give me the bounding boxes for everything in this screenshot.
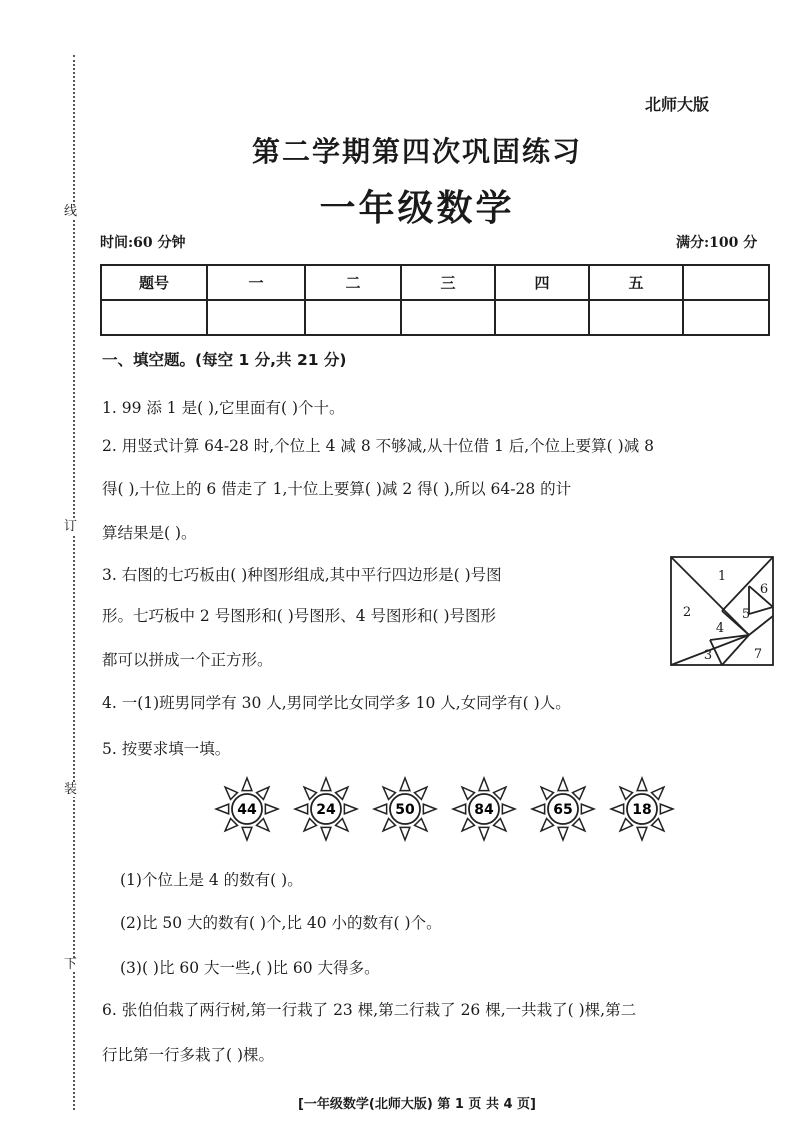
subject-title: 一年级数学: [319, 188, 515, 229]
sun-number: 84: [474, 802, 494, 818]
question-5: 5. 按要求填一填。: [102, 740, 231, 758]
sun-ray: [304, 787, 316, 799]
binding-char-bind: 装: [64, 782, 78, 797]
edition-label: 北师大版: [645, 95, 710, 114]
sun-ray: [400, 827, 410, 840]
sun-ray: [558, 827, 568, 840]
exam-title: 第二学期第四次巩固练习: [251, 135, 582, 168]
question-6-line-2: 行比第一行多栽了( )棵。: [102, 1046, 275, 1064]
score-value-cell[interactable]: [683, 300, 769, 335]
tangram-label: 5: [741, 607, 751, 622]
question-2-line-3: 算结果是( )。: [102, 524, 197, 542]
score-header-cell: 三: [401, 265, 495, 300]
sun-ray: [558, 778, 568, 791]
sun-ray: [541, 819, 553, 831]
page-footer: [一年级数学(北师大版) 第 1 页 共 4 页]: [297, 1097, 536, 1112]
sun-ray: [383, 787, 395, 799]
question-5-part-1: (1)个位上是 4 的数有( )。: [120, 871, 303, 889]
question-2-line-1: 2. 用竖式计算 64-28 时,个位上 4 减 8 不够减,从十位借 1 后,个位上要算( )减 8: [102, 437, 654, 455]
sun-ray: [462, 787, 474, 799]
sun-ray: [336, 819, 348, 831]
sun-ray: [637, 778, 647, 791]
tangram-label: 2: [682, 605, 692, 620]
sun-ray: [453, 804, 466, 814]
score-header-cell: 一: [207, 265, 305, 300]
sun-card: [372, 776, 438, 842]
sun-ray: [295, 804, 308, 814]
sun-ray: [479, 778, 489, 791]
question-6-line-1: 6. 张伯伯栽了两行树,第一行栽了 23 棵,第二行栽了 26 棵,一共栽了( )棵,第二: [102, 1001, 637, 1019]
score-header-cell: 五: [589, 265, 683, 300]
binding-char-down: 下: [64, 957, 78, 972]
full-score: 满分:100 分: [676, 235, 758, 251]
sun-card: [293, 776, 359, 842]
score-table-value-row: [101, 300, 769, 335]
sun-ray: [532, 804, 545, 814]
question-3-line-3: 都可以拼成一个正方形。: [102, 651, 273, 669]
sun-ray: [541, 787, 553, 799]
sun-number: 44: [237, 802, 257, 818]
sun-ray: [225, 787, 237, 799]
sun-ray: [242, 778, 252, 791]
question-5-part-3: (3)( )比 60 大一些,( )比 60 大得多。: [120, 959, 380, 977]
sun-ray: [257, 819, 269, 831]
score-header-cell: 二: [305, 265, 401, 300]
sun-ray: [225, 819, 237, 831]
sun-ray: [611, 804, 624, 814]
tangram-label: 7: [753, 647, 763, 662]
sun-ray: [265, 804, 278, 814]
sun-ray: [494, 787, 506, 799]
binding-char-order: 订: [64, 519, 78, 534]
score-table: [100, 264, 770, 336]
sun-ray: [494, 819, 506, 831]
score-value-cell[interactable]: [589, 300, 683, 335]
tangram-label: 4: [715, 621, 725, 636]
sun-ray: [257, 787, 269, 799]
tangram-label: 1: [717, 569, 727, 584]
sun-ray: [336, 787, 348, 799]
sun-ray: [242, 827, 252, 840]
sun-ray: [620, 787, 632, 799]
tangram-figure: [670, 556, 774, 666]
score-value-cell[interactable]: [305, 300, 401, 335]
question-3-line-1: 3. 右图的七巧板由( )种图形组成,其中平行四边形是( )号图: [102, 566, 502, 584]
score-value-cell[interactable]: [101, 300, 207, 335]
question-4: 4. 一(1)班男同学有 30 人,男同学比女同学多 10 人,女同学有( )人。: [102, 694, 571, 712]
sun-ray: [660, 804, 673, 814]
score-header-cell: 四: [495, 265, 589, 300]
sun-ray: [573, 819, 585, 831]
sun-number: 24: [316, 802, 336, 818]
sun-ray: [573, 787, 585, 799]
time-limit: 时间:60 分钟: [100, 235, 186, 251]
sun-ray: [344, 804, 357, 814]
question-1: 1. 99 添 1 是( ),它里面有( )个十。: [102, 399, 345, 417]
tangram-label: 3: [703, 648, 713, 663]
binding-char-line: 线: [64, 204, 78, 219]
sun-card: [530, 776, 596, 842]
sun-ray: [415, 819, 427, 831]
question-3-line-2: 形。七巧板中 2 号图形和( )号图形、4 号图形和( )号图形: [102, 607, 497, 625]
sun-ray: [581, 804, 594, 814]
score-value-cell[interactable]: [401, 300, 495, 335]
sun-ray: [423, 804, 436, 814]
question-5-part-2: (2)比 50 大的数有( )个,比 40 小的数有( )个。: [120, 914, 442, 932]
sun-ray: [415, 787, 427, 799]
sun-ray: [652, 819, 664, 831]
sun-card: [451, 776, 517, 842]
sun-ray: [400, 778, 410, 791]
score-value-cell[interactable]: [495, 300, 589, 335]
sun-ray: [321, 827, 331, 840]
score-header-cell: [683, 265, 769, 300]
sun-ray: [637, 827, 647, 840]
section-1-title: 一、填空题。(每空 1 分,共 21 分): [102, 351, 347, 369]
sun-ray: [502, 804, 515, 814]
sun-ray: [479, 827, 489, 840]
sun-ray: [652, 787, 664, 799]
sun-card: [609, 776, 675, 842]
sun-card: [214, 776, 280, 842]
sun-ray: [321, 778, 331, 791]
tangram-label: 6: [759, 582, 769, 597]
sun-number: 50: [395, 802, 415, 818]
sun-ray: [462, 819, 474, 831]
score-value-cell[interactable]: [207, 300, 305, 335]
sun-number: 65: [553, 802, 573, 818]
sun-ray: [374, 804, 387, 814]
sun-ray: [304, 819, 316, 831]
sun-ray: [620, 819, 632, 831]
sun-ray: [383, 819, 395, 831]
score-table-header-row: [101, 265, 769, 300]
question-2-line-2: 得( ),十位上的 6 借走了 1,十位上要算( )减 2 得( ),所以 64-28 的计: [102, 480, 572, 498]
sun-ray: [216, 804, 229, 814]
sun-number: 18: [632, 802, 652, 818]
score-header-cell: 题号: [101, 265, 207, 300]
